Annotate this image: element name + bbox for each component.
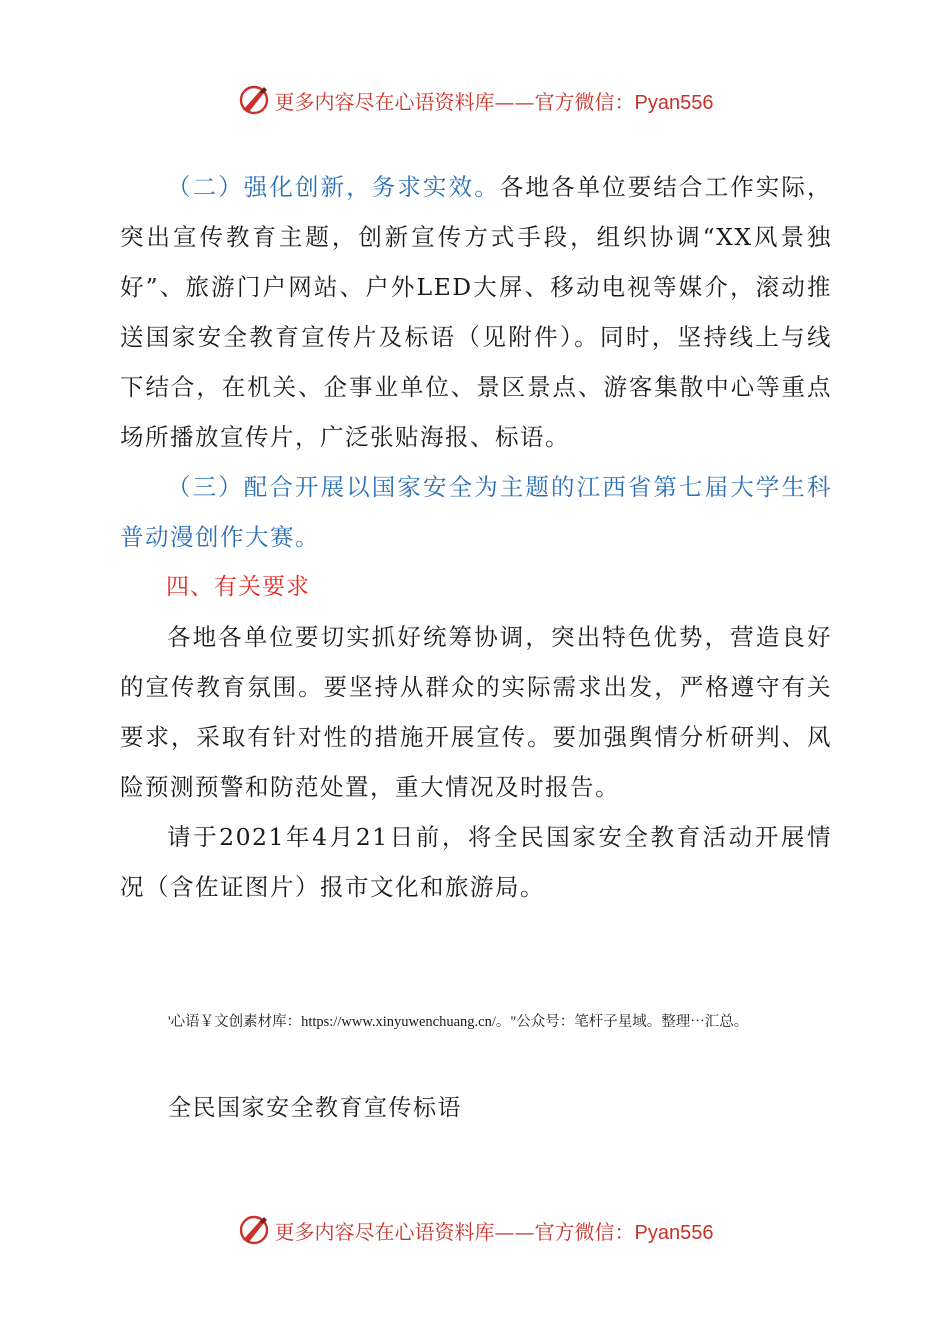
footer-wechat-id: Pyan556 bbox=[634, 1221, 714, 1244]
footer-banner-text: 更多内容尽在心语资料库——官方微信：Pyan556 bbox=[274, 1219, 714, 1244]
footer-banner bbox=[0, 1208, 950, 1252]
paragraph-requirements: 各地各单位要切实抓好统筹协调，突出特色优势，营造良好的宣传教育氛围。要坚持从群众的实际需求出发，严格遵守有关要求，采取有针对性的措施开展宣传。要加强舆情分析研判、风险预测预警和防范处置，重大情况及时报告。 bbox=[120, 623, 832, 801]
pen-circle-logo-icon bbox=[237, 1213, 271, 1247]
header-banner bbox=[0, 78, 950, 122]
subheading-innovation: （二）强化创新，务求实效。 bbox=[167, 173, 500, 201]
subheading-competition: （三）配合开展以国家安全为主题的江西省第七届大学生科普动漫创作大赛。 bbox=[120, 473, 832, 551]
paragraph-innovation bbox=[120, 162, 832, 462]
header-wechat-id: Pyan556 bbox=[634, 91, 714, 114]
pen-circle-logo-icon bbox=[237, 83, 271, 117]
section-title-requirements: 四、有关要求 bbox=[166, 574, 310, 600]
attachment-title: 全民国家安全教育宣传标语 bbox=[168, 1095, 462, 1121]
paragraph-deadline: 请于2021年4月21日前，将全民国家安全教育活动开展情况（含佐证图片）报市文化和旅游局。 bbox=[120, 823, 832, 901]
source-footnote: '心语￥文创素材库：https://www.xinyuwenchuang.cn/。"公众号：笔杆子星域。整理⋯汇总。 bbox=[168, 1014, 749, 1030]
paragraph-innovation-text: 各地各单位要结合工作实际，突出宣传教育主题，创新宣传方式手段，组织协调“XX风景独好”、旅游门户网站、户外LED大屏、移动电视等媒介，滚动推送国家安全教育宣传片及标语（见附件）。同时，坚持线上与线下结合，在机关、企事业单位、景区景点、游客集散中心等重点场所播放宣传片，广泛张贴海报、标语。 bbox=[120, 173, 833, 451]
document-body bbox=[120, 162, 832, 912]
header-banner-text: 更多内容尽在心语资料库——官方微信：Pyan556 bbox=[274, 89, 714, 114]
